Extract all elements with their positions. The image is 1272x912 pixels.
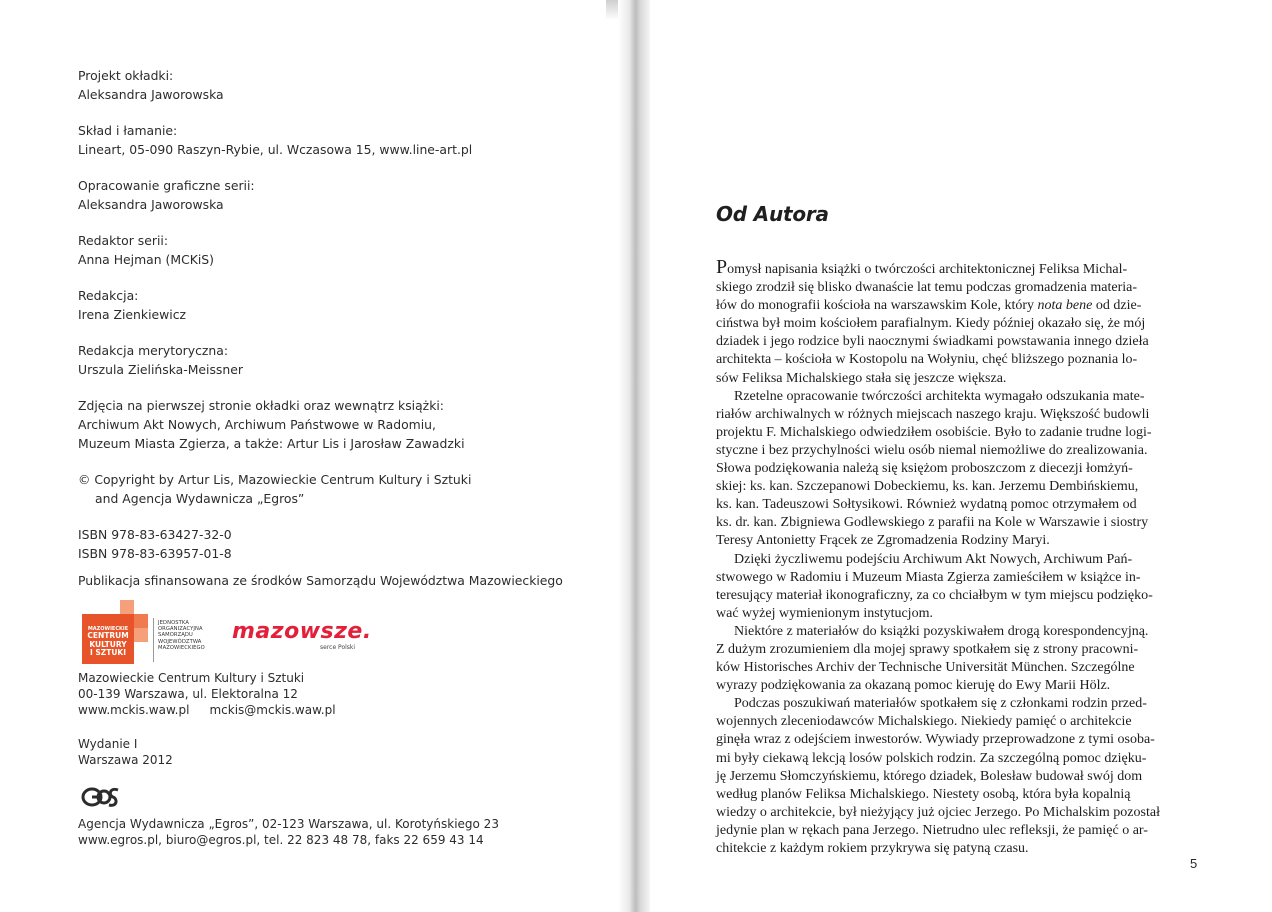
text-run: skiej: ks. kan. Szczepanowi Dobeckiemu, ks. kan. Jerzemu Dembińskiemu, [716, 479, 1139, 495]
edition-number: Wydanie I [78, 737, 138, 751]
body-line [716, 605, 1198, 623]
organizational-unit-text: MAZOWIECKIEGO [158, 644, 205, 651]
body-line [716, 370, 1198, 388]
text-run: ginęła wraz z odejściem inwestorów. Wywiady przeprowadzone z tymi osoba- [716, 732, 1155, 748]
copyright-line: © Copyright by Artur Lis, Mazowieckie Centrum Kultury i Sztuki [78, 472, 472, 487]
imprint-credits [78, 66, 598, 453]
mckis-logo-text: I SZTUKI [89, 648, 127, 657]
text-run: łów do monografii kościoła na warszawskim Kole, który [716, 298, 1038, 314]
credit-value: Muzeum Miasta Zgierza, a także: Artur Lis i Jarosław Zawadzki [78, 436, 465, 451]
publisher-contact: www.egros.pl, biuro@egros.pl, tel. 22 823 48 78, faks 22 659 43 14 [78, 833, 484, 847]
copyright-line: and Agencja Wydawnicza „Egros” [95, 491, 305, 506]
logo-square-decoration [134, 628, 148, 642]
text-run: teresujący materiał ikonograficzny, za co chciałbym w tym miejscu podzięko- [716, 587, 1153, 603]
drop-cap: P [716, 256, 728, 278]
organizational-unit-text: WOJEWÓDZTWA [158, 638, 202, 645]
body-line [716, 258, 1198, 279]
body-line [716, 333, 1198, 351]
body-line [716, 351, 1198, 369]
isbn-block [78, 525, 598, 563]
center-web-line [78, 702, 598, 718]
text-run: Niektóre z materiałów do książki pozyskiwałem drogą korespondencyjną. [734, 623, 1149, 639]
logo-square-decoration [134, 614, 148, 628]
mazowsze-tagline: serce Polski [320, 644, 356, 651]
credit-label: Opracowanie graficzne serii: [78, 178, 255, 193]
body-line [716, 750, 1198, 768]
body-line [716, 315, 1198, 333]
text-run: według planów Feliksa Michalskiego. Niestety osobą, która była kopalnią [716, 786, 1131, 802]
imprint-credit-block [78, 341, 598, 379]
imprint-credit-block [78, 176, 598, 214]
edition-info [78, 736, 378, 768]
text-run: Podczas poszukiwań materiałów spotkałem się z członkami rodzin przed- [734, 696, 1147, 712]
copyright-notice [78, 470, 598, 508]
text-run: omysł napisania książki o twórczości architektonicznej Feliksa Michal- [727, 262, 1128, 277]
body-line [716, 532, 1198, 550]
credit-value: Archiwum Akt Nowych, Archiwum Państwowe w Radomiu, [78, 417, 436, 432]
text-run: architekta – kościoła w Kostopolu na Wołyniu, chęć bliższego poznania lo- [716, 352, 1138, 368]
body-line [716, 514, 1198, 532]
mckis-logo-text: CENTRUM [87, 631, 129, 640]
imprint-credit-block [78, 66, 598, 104]
body-line [716, 424, 1198, 442]
egros-logo-icon [80, 783, 122, 811]
credit-value: Lineart, 05-090 Raszyn-Rybie, ul. Wczasowa 15, www.line-art.pl [78, 142, 473, 157]
text-run: Z dużym zrozumieniem dla mojej sprawy spotkałem się z strony pracowni- [716, 641, 1139, 657]
body-line [716, 496, 1198, 514]
book-gutter [618, 0, 650, 912]
mckis-logo-text: KULTURY [89, 639, 127, 649]
body-line [716, 587, 1198, 605]
body-line [716, 442, 1198, 460]
organizational-unit-note [158, 620, 230, 651]
credit-label: Redakcja: [78, 288, 139, 303]
isbn-line: ISBN 978-83-63957-01-8 [78, 546, 232, 561]
italic-phrase: nota bene [1037, 298, 1093, 314]
body-line [716, 768, 1198, 786]
funding-note [78, 571, 598, 590]
page-number: 5 [1190, 856, 1198, 871]
text-run: Teresy Antonietty Frącek ze Zgromadzenia Rodziny Maryi. [716, 533, 1050, 549]
text-run: ciństwa był moim kościołem parafialnym. Kiedy później okazało się, że mój [716, 316, 1146, 332]
edition-place-year: Warszawa 2012 [78, 753, 173, 767]
credit-value: Aleksandra Jaworowska [78, 197, 224, 212]
credit-label: Redaktor serii: [78, 233, 169, 248]
body-line [716, 297, 1198, 315]
text-run: ks. dr. kan. Zbigniewa Godlewskiego z parafii na Kole w Warszawie i siostry [716, 515, 1149, 531]
text-run: stwowego w Radomiu i Muzeum Miasta Zgierza zamieściłem w książce in- [716, 569, 1141, 585]
isbn-line: ISBN 978-83-63427-32-0 [78, 527, 232, 542]
credit-value: Urszula Zielińska-Meissner [78, 362, 243, 377]
text-run: projektu F. Michalskiego odwiedziłem osobiście. Było to zadanie trudne logi- [716, 424, 1152, 440]
text-run: jedynie plan w rękach pana Jerzego. Nietrudno ulec refleksji, że pamięć o ar- [716, 822, 1148, 838]
body-line [716, 731, 1198, 749]
chapter-body [716, 258, 1198, 858]
funding-line: Publikacja sfinansowana ze środków Samorządu Województwa Mazowieckiego [78, 573, 563, 588]
body-line [716, 804, 1198, 822]
body-line [716, 279, 1198, 297]
text-run: ks. kan. Tadeuszowi Sołtysikowi. Również wydatną pomoc otrzymałem od [716, 497, 1137, 513]
text-run: Słowa podziękowania należą się księżom proboszczom z diecezji łomżyń- [716, 461, 1133, 477]
body-line [716, 569, 1198, 587]
publisher-info [78, 816, 598, 848]
text-run: wiedzy o architekcie, był nieżyjący już ojciec Jerzego. Po Michalskim pozostał [716, 804, 1160, 820]
credit-label: Skład i łamanie: [78, 123, 178, 138]
chapter-title: Od Autora [716, 202, 829, 226]
text-run: od dzie- [1092, 298, 1142, 314]
mckis-logo [82, 614, 134, 664]
text-run: chitekcie z każdym rokiem przykrywa się patyną czasu. [716, 841, 1029, 856]
text-run: styczne i bez przychylności wielu osób niemal niemożliwe do zrealizowania. [716, 442, 1148, 458]
text-run: skiego zrodził się blisko dwanaście lat temu podczas gromadzenia materia- [716, 280, 1138, 296]
center-website-link[interactable]: www.mckis.waw.pl [78, 703, 190, 717]
body-line [716, 786, 1198, 804]
credit-value: Irena Zienkiewicz [78, 307, 187, 322]
body-line [716, 659, 1198, 677]
sponsor-logos [78, 600, 378, 666]
logo-divider [153, 618, 154, 662]
text-run: wyrazy podziękowania za okazaną pomoc kieruję do Ewy Marii Hölz. [716, 678, 1111, 694]
imprint-credit-block [78, 121, 598, 159]
credit-label: Zdjęcia na pierwszej stronie okładki oraz wewnątrz książki: [78, 398, 444, 413]
mckis-logo-text: MAZOWIECKIE [87, 626, 129, 632]
imprint-credit-block [78, 231, 598, 269]
text-run: wać wyżej wymienionym instytucjom. [716, 605, 933, 621]
body-line [716, 840, 1198, 858]
organizational-unit-text: SAMORZĄDU [158, 632, 193, 639]
body-line [716, 460, 1198, 478]
credit-value: Aleksandra Jaworowska [78, 87, 224, 102]
text-run: sów Feliksa Michalskiego stała się jeszcze większa. [716, 370, 1007, 386]
text-run: Dzięki życzliwemu podejściu Archiwum Akt Nowych, Archiwum Pań- [734, 551, 1133, 567]
body-line [716, 641, 1198, 659]
organizational-unit-text: ORGANIZACYJNA [158, 626, 203, 633]
body-line [716, 677, 1198, 695]
text-run: ję Jerzemu Słomczyńskiemu, którego dziadek, Bolesław budował swój dom [716, 768, 1143, 784]
imprint [78, 66, 598, 607]
center-address: 00-139 Warszawa, ul. Elektoralna 12 [78, 687, 298, 701]
body-line [716, 406, 1198, 424]
center-name: Mazowieckie Centrum Kultury i Sztuki [78, 671, 305, 685]
imprint-credit-block [78, 286, 598, 324]
publisher-address: Agencja Wydawnicza „Egros”, 02-123 Warszawa, ul. Korotyńskiego 23 [78, 817, 499, 831]
text-run: wojennych zleceniodawców Michalskiego. Niekiedy pamięć o architekcie [716, 714, 1132, 730]
text-run: ków Historisches Archiv der Technische Universität München. Szczególne [716, 660, 1135, 676]
imprint-credit-block [78, 396, 598, 453]
body-line [716, 551, 1198, 569]
body-line [716, 713, 1198, 731]
text-run: riałów archiwalnych w różnych miejscach naszego kraju. Większość budowli [716, 406, 1150, 422]
credit-label: Redakcja merytoryczna: [78, 343, 229, 358]
organizational-unit-text: JEDNOSTKA [158, 620, 189, 626]
mazowsze-logo: mazowsze. [232, 619, 372, 644]
body-line [716, 388, 1198, 406]
logo-square-decoration [120, 600, 134, 614]
text-run: mi były ciekawą lekcją losów polskich rodzin. Za szczególną pomoc dzięku- [716, 750, 1147, 766]
body-line [716, 478, 1198, 496]
text-run: Rzetelne opracowanie twórczości architekta wymagało odszukania mate- [734, 388, 1145, 404]
body-line [716, 623, 1198, 641]
body-line [716, 822, 1198, 840]
credit-label: Projekt okładki: [78, 68, 174, 83]
left-page [0, 0, 632, 912]
credit-value: Anna Hejman (MCKiS) [78, 252, 214, 267]
center-contact [78, 670, 598, 718]
body-line [716, 695, 1198, 713]
center-email-link[interactable]: mckis@mckis.waw.pl [209, 703, 336, 717]
text-run: dziadek i jego rodzice byli naocznymi świadkami powstawania innego dzieła [716, 334, 1149, 350]
